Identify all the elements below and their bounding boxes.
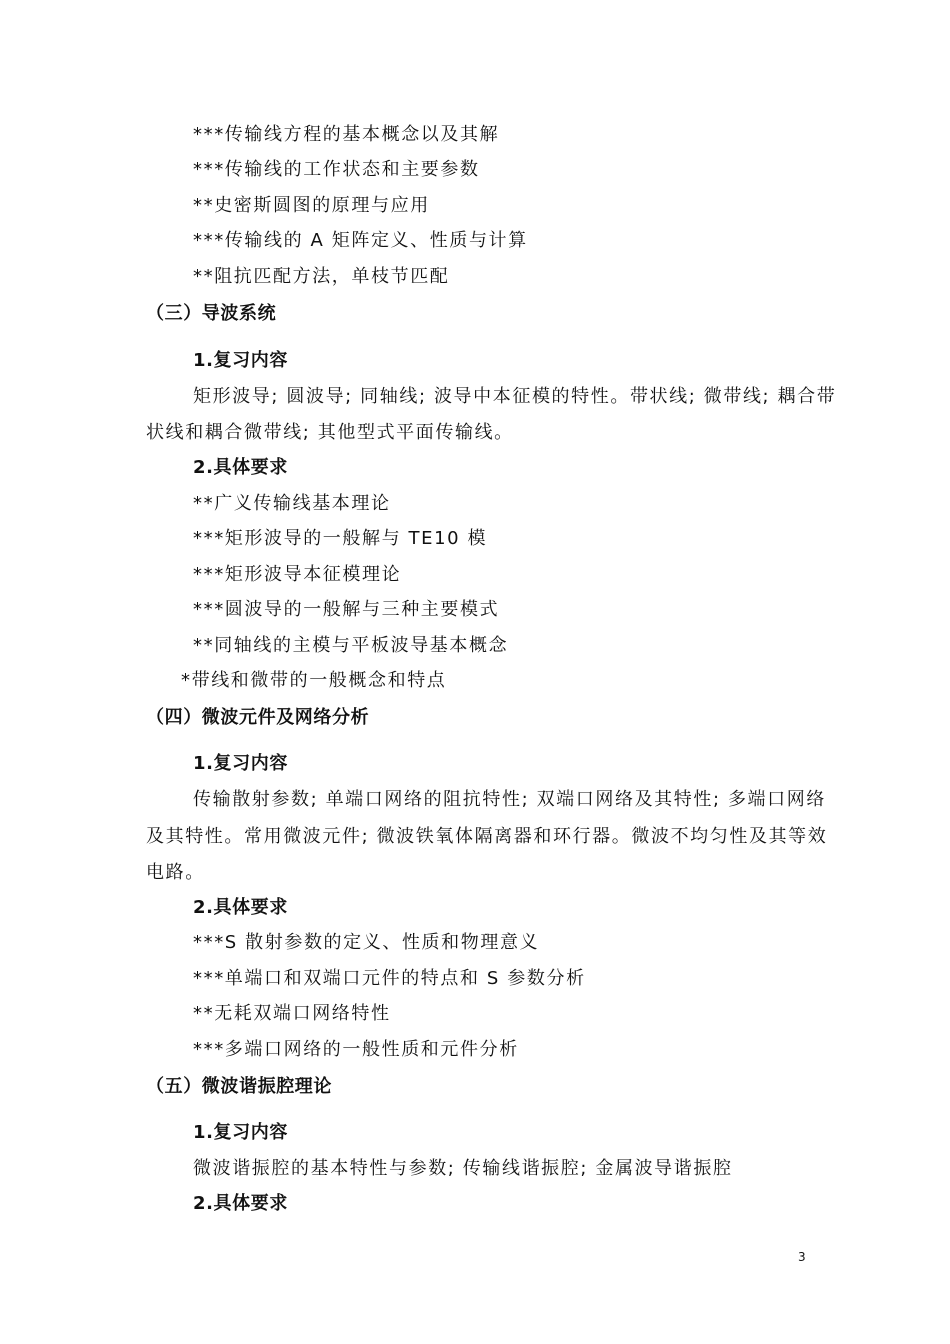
req-item: ***圆波导的一般解与三种主要模式: [193, 599, 500, 620]
req-item: **无耗双端口网络特性: [193, 1003, 391, 1024]
paragraph-line: 电路。: [146, 862, 205, 883]
subsection-title: 2.具体要求: [193, 1193, 288, 1214]
page-number: 3: [798, 1250, 806, 1264]
req-item: ***单端口和双端口元件的特点和 S 参数分析: [193, 968, 586, 989]
subsection-title: 2.具体要求: [193, 897, 288, 918]
req-item: *带线和微带的一般概念和特点: [181, 670, 447, 691]
subsection-title: 1.复习内容: [193, 350, 288, 371]
req-item: ***传输线的 A 矩阵定义、性质与计算: [193, 230, 528, 251]
req-item: ***S 散射参数的定义、性质和物理意义: [193, 932, 540, 953]
paragraph-line: 及其特性。常用微波元件; 微波铁氧体隔离器和环行器。微波不均匀性及其等效: [146, 826, 828, 847]
section-heading: （五）微波谐振腔理论: [146, 1076, 332, 1097]
req-item: ***传输线的工作状态和主要参数: [193, 159, 480, 180]
subsection-title: 1.复习内容: [193, 753, 288, 774]
paragraph-line: 微波谐振腔的基本特性与参数; 传输线谐振腔; 金属波导谐振腔: [193, 1158, 733, 1179]
paragraph-line: 矩形波导; 圆波导; 同轴线; 波导中本征模的特性。带状线; 微带线; 耦合带: [193, 386, 837, 407]
req-item: **史密斯圆图的原理与应用: [193, 195, 430, 216]
req-item: ***多端口网络的一般性质和元件分析: [193, 1039, 519, 1060]
req-item: ***传输线方程的基本概念以及其解: [193, 124, 500, 145]
subsection-title: 1.复习内容: [193, 1122, 288, 1143]
req-item: **同轴线的主模与平板波导基本概念: [193, 635, 509, 656]
req-item: **阻抗匹配方法，单枝节匹配: [193, 266, 450, 287]
req-item: **广义传输线基本理论: [193, 493, 391, 514]
paragraph-line: 传输散射参数; 单端口网络的阻抗特性; 双端口网络及其特性; 多端口网络: [193, 789, 826, 810]
paragraph-line: 状线和耦合微带线; 其他型式平面传输线。: [146, 422, 514, 443]
req-item: ***矩形波导的一般解与 TE10 模: [193, 528, 488, 549]
section-heading: （四）微波元件及网络分析: [146, 707, 370, 728]
req-item: ***矩形波导本征模理论: [193, 564, 402, 585]
section-heading: （三）导波系统: [146, 303, 277, 324]
subsection-title: 2.具体要求: [193, 457, 288, 478]
